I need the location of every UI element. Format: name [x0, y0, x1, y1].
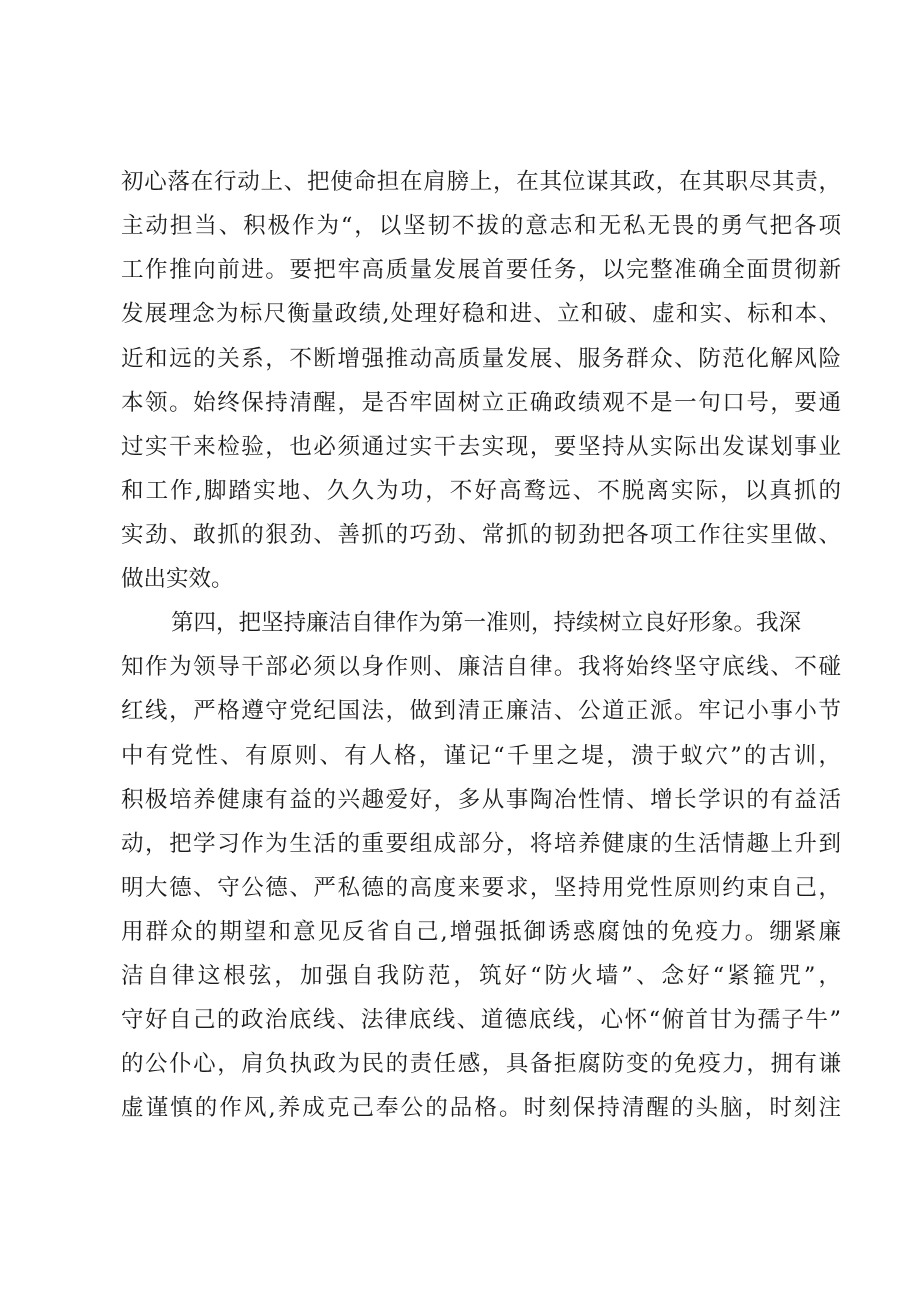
paragraph-1-line-1: 初心落在行动上、把使命担在肩膀上，在其位谋其政，在其职尽其责， [121, 169, 841, 195]
paragraph-1-line-10: 做出实效。 [121, 566, 234, 592]
paragraph-1-line-8: 和工作,脚踏实地、久久为功，不好高鹜远、不脱离实际，以真抓的 [121, 478, 841, 504]
paragraph-2-line-4: 中有党性、有原则、有人格，谨记“千里之堤，溃于蚁穴”的古训， [121, 743, 841, 769]
paragraph-1-line-7: 过实干来检验，也必须通过实干去实现，要坚持从实际出发谋划事业 [121, 434, 841, 460]
paragraph-1-line-5: 近和远的关系，不断增强推动高质量发展、服务群众、防范化解风险 [121, 346, 841, 372]
paragraph-1-line-9: 实劲、敢抓的狠劲、善抓的巧劲、常抓的韧劲把各项工作往实里做、 [121, 522, 841, 548]
paragraph-2-line-6: 动，把学习作为生活的重要组成部分，将培养健康的生活情趣上升到 [121, 831, 841, 857]
paragraph-2-line-8: 用群众的期望和意见反省自己,增强抵御诱惑腐蚀的免疫力。绷紧廉 [121, 919, 841, 945]
paragraph-2-line-5: 积极培养健康有益的兴趣爱好，多从事陶冶性情、增长学识的有益活 [121, 787, 841, 813]
paragraph-2-line-1: 第四，把坚持廉洁自律作为第一准则，持续树立良好形象。我深 [171, 610, 802, 636]
paragraph-2-line-2: 知作为领导干部必须以身作则、廉洁自律。我将始终坚守底线、不碰 [121, 654, 841, 680]
paragraph-1-line-2: 主动担当、积极作为“，以坚韧不拔的意志和无私无畏的勇气把各项 [121, 213, 841, 239]
paragraph-2-line-7: 明大德、守公德、严私德的高度来要求，坚持用党性原则约束自己， [121, 875, 841, 901]
paragraph-2-line-12: 虚谨慎的作风,养成克己奉公的品格。时刻保持清醒的头脑，时刻注 [121, 1095, 841, 1121]
paragraph-1-line-4: 发展理念为标尺衡量政绩,处理好稳和进、立和破、虚和实、标和本、 [121, 301, 841, 327]
paragraph-2-line-10: 守好自己的政治底线、法律底线、道德底线，心怀“俯首甘为孺子牛” [121, 1007, 841, 1033]
paragraph-1-line-6: 本领。始终保持清醒，是否牢固树立正确政绩观不是一句口号，要通 [121, 390, 841, 416]
paragraph-2-line-11: 的公仆心，肩负执政为民的责任感，具备拒腐防变的免疫力，拥有谦 [121, 1051, 841, 1077]
paragraph-2-line-3: 红线，严格遵守党纪国法，做到清正廉洁、公道正派。牢记小事小节 [121, 698, 841, 724]
paragraph-2-line-9: 洁自律这根弦，加强自我防范，筑好“防火墙”、念好“紧箍咒”， [121, 963, 841, 989]
paragraph-1-line-3: 工作推向前进。要把牢高质量发展首要任务，以完整准确全面贯彻新 [121, 257, 841, 283]
